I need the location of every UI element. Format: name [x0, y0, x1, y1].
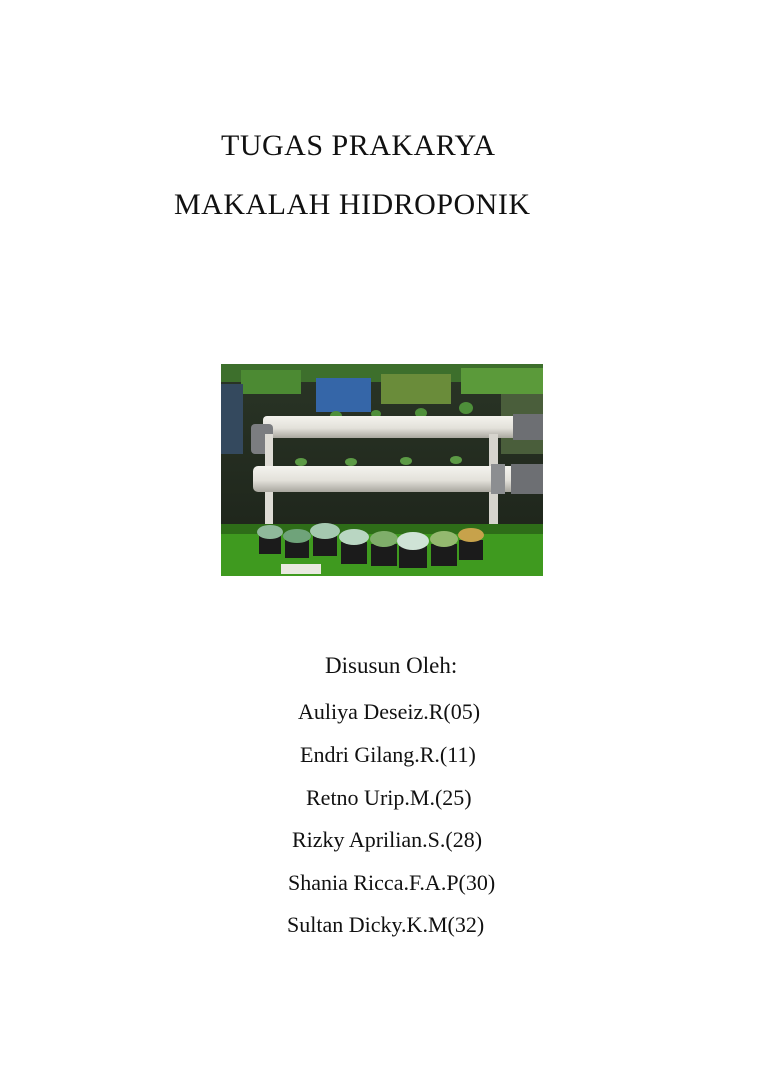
author-name: Auliya Deseiz.R(05)	[298, 699, 481, 724]
author-name: Endri Gilang.R.(11)	[300, 742, 476, 767]
title-line-1: TUGAS PRAKARYA	[221, 129, 496, 162]
hydroponic-photo	[221, 364, 543, 576]
author-name: Sultan Dicky.K.M(32)	[287, 912, 485, 937]
author-name: Shania Ricca.F.A.P(30)	[288, 870, 496, 895]
prepared-by-label: Disusun Oleh:	[325, 653, 458, 678]
photo-pipe-top	[263, 416, 523, 438]
title-line-2: MAKALAH HIDROPONIK	[174, 188, 531, 221]
author-name: Rizky Aprilian.S.(28)	[292, 827, 483, 852]
author-name: Retno Urip.M.(25)	[306, 785, 472, 810]
